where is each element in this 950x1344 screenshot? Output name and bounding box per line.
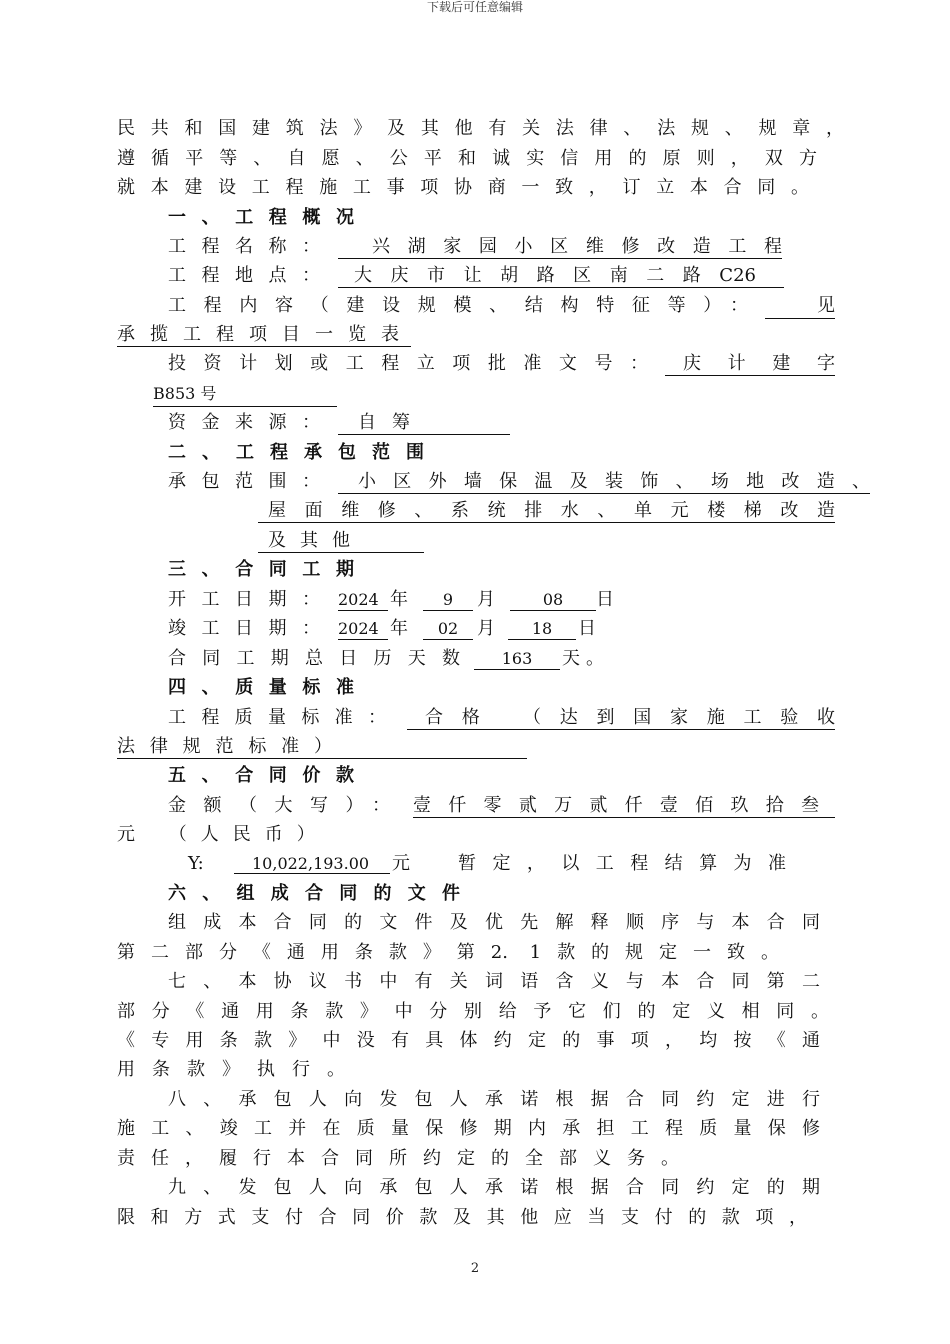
field-value: 小区外墙保温及装饰、场地改造、 <box>338 470 870 494</box>
start-month: 9 <box>423 588 473 611</box>
day-unit: 日 <box>578 618 596 639</box>
field-value: 合格 （达到国家施工验收 <box>407 706 835 730</box>
field-label: 合同工期总日历天数 <box>168 648 460 669</box>
yuan-unit: 元 <box>392 853 410 874</box>
end-date-row <box>168 617 618 641</box>
field-label: 承包范围： <box>168 471 320 492</box>
field-value: 承揽工程项目一览表 <box>117 323 411 347</box>
field-value: 庆计建字 <box>665 352 835 376</box>
field-value: 壹仟零贰万贰仟壹佰玖拾叁 <box>413 794 835 818</box>
field-value: 法律规范标准） <box>117 735 527 759</box>
field-label: 竣工日期： <box>168 618 320 639</box>
yuan-value: 10,022,193.00 <box>234 852 390 874</box>
yuan-symbol: Y: <box>188 853 204 874</box>
page-number: 2 <box>470 1261 480 1276</box>
field-label: 资金来源： <box>168 412 320 433</box>
field-value: 大庆市让胡路区南二路C26 <box>338 264 784 288</box>
section-heading: 四、质量标准 <box>168 677 354 698</box>
field-label: 工程地点： <box>168 265 320 286</box>
section-heading: 一、工程概况 <box>168 207 354 228</box>
body-line: 遵循平等、自愿、公平和诚实信用的原则，双方 <box>117 148 817 169</box>
field-label: 工程质量标准： <box>168 707 386 728</box>
body-line: 第二部分《通用条款》第2. 1款的规定一致。 <box>117 942 779 963</box>
body-line: 组成本合同的文件及优先解释顺序与本合同 <box>168 912 820 933</box>
body-line: 九、发包人向承包人承诺根据合同约定的期 <box>168 1177 820 1198</box>
days-value: 163 <box>474 647 560 670</box>
body-line: 用条款》执行。 <box>117 1059 345 1080</box>
body-line: 施工、竣工并在质量保修期内承担工程质量保修 <box>117 1118 820 1139</box>
end-year: 2024 <box>338 617 388 640</box>
body-line: 七、本协议书中有关词语含义与本合同第二 <box>168 971 820 992</box>
month-unit: 月 <box>477 618 495 639</box>
field-label: 投资计划或工程立项批准文号： <box>168 353 648 374</box>
days-row <box>168 647 618 671</box>
body-line: 部分《通用条款》中分别给予它们的定义相同。 <box>117 1001 829 1022</box>
start-day: 08 <box>510 588 596 611</box>
days-unit: 天。 <box>562 648 604 669</box>
section-heading: 六、组成合同的文件 <box>168 883 460 904</box>
field-label: 金额（大写）： <box>168 795 390 816</box>
yuan-note: 暂定，以工程结算为准 <box>458 853 786 874</box>
start-year: 2024 <box>338 588 388 611</box>
section-heading: 二、工程承包范围 <box>168 442 424 463</box>
field-label: 开工日期： <box>168 589 320 610</box>
field-value: B853 号 <box>153 382 337 407</box>
body-line: 限和方式支付合同价款及其他应当支付的款项， <box>117 1207 807 1228</box>
month-unit: 月 <box>477 589 495 610</box>
body-line: 责任，履行本合同所约定的全部义务。 <box>117 1148 679 1169</box>
body-line: 《专用条款》中没有具体约定的事项，均按《通 <box>117 1030 820 1051</box>
body-line: 就本建设工程施工事项协商一致，订立本合同。 <box>117 177 809 198</box>
end-month: 02 <box>423 617 473 640</box>
section-heading: 三、合同工期 <box>168 559 354 580</box>
field-value: 兴湖家园小区维修改造工程 <box>338 235 782 259</box>
day-unit: 日 <box>596 589 614 610</box>
yuan-row <box>168 852 808 876</box>
year-unit: 年 <box>390 618 408 639</box>
section-heading: 五、合同价款 <box>168 765 354 786</box>
year-unit: 年 <box>390 589 408 610</box>
end-day: 18 <box>508 617 576 640</box>
field-value: 元 （人民币） <box>117 824 329 845</box>
page-header: 下载后可任意编辑 <box>426 0 523 14</box>
field-value: 见 <box>765 294 835 319</box>
field-label: 工程内容（建设规模、结构特征等）： <box>168 295 748 316</box>
field-label: 工程名称： <box>168 236 320 257</box>
field-value: 及其他 <box>258 529 424 553</box>
body-line: 八、承包人向发包人承诺根据合同约定进行 <box>168 1089 820 1110</box>
field-value: 屋面维修、系统排水、单元楼梯改造 <box>258 499 835 523</box>
body-line: 民共和国建筑法》及其他有关法律、法规、规章， <box>117 118 844 139</box>
start-date-row <box>168 588 618 612</box>
field-value: 自筹 <box>338 411 510 435</box>
